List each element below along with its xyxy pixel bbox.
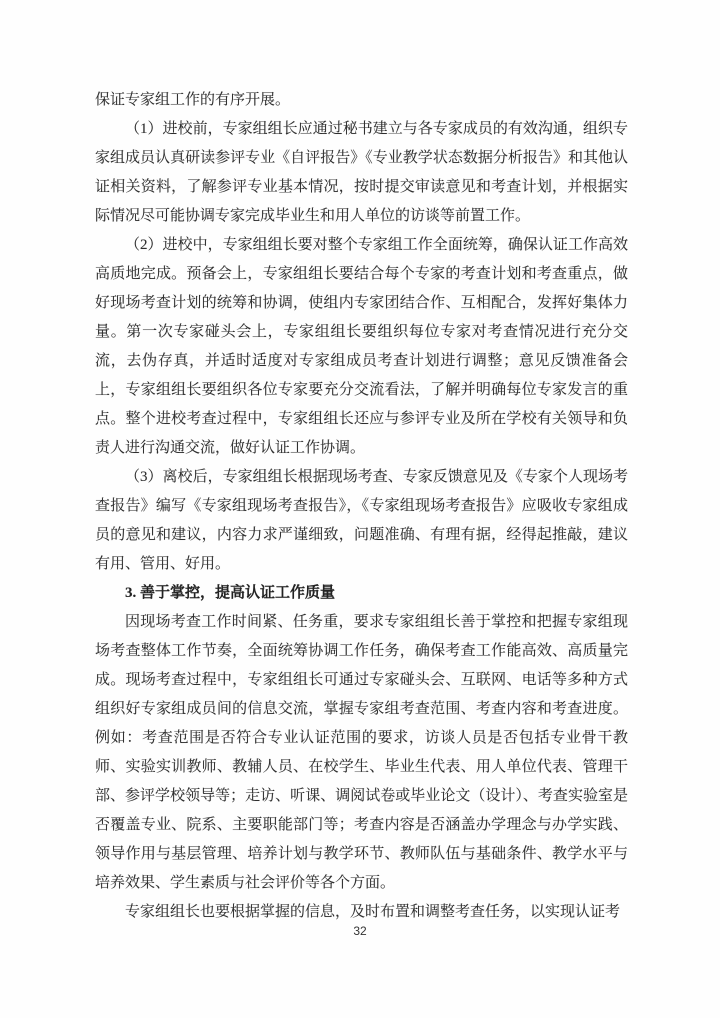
paragraph-last-truncated: 专家组组长也要根据掌握的信息，及时布置和调整考查任务，以实现认证考 <box>125 904 621 920</box>
paragraph-item-2-during-visit: （2）进校中，专家组组长要对整个专家组工作全面统筹，确保认证工作高效高质地完成。预备会上，专家组组长要结合每个专家的考查计划和考查重点，做好现场考查计划的统筹和协调，使组内专家团结合作、互相配合，发挥好集体力量。第一次专家碰头会上，专家组组长要组织每位专家对考查情况进行充分交流，去伪存真，并适时适度对专家组成员考查计划进行调整；意见反馈准备会上，专家组组长要组织各位专家要充分交流看法，了解并明确每位专家发言的重点。整个进校考查过程中，专家组组长还应与参评专业及所在学校有关领导和负责人进行沟通交流，做好认证工作协调。 <box>95 237 628 456</box>
page-number: 32 <box>353 924 367 938</box>
section-heading: 3. 善于掌控，提高认证工作质量 <box>125 585 336 601</box>
paragraph-section-body: 因现场考查工作时间紧、任务重，要求专家组组长善于掌控和把握专家组现场考查整体工作节奏，全面统筹协调工作任务，确保考查工作能高效、高质量完成。现场考查过程中，专家组组长可通过专家碰头会、互联网、电话等多种方式组织好专家组成员间的信息交流，掌握专家组考查范围、考查内容和考查进度。例如：考查范围是否符合专业认证范围的要求，访谈人员是否包括专业骨干教师、实验实训教师、教辅人员、在校学生、毕业生代表、用人单位代表、管理干部、参评学校领导等；走访、听课、调阅试卷或毕业论文（设计）、考查实验室是否覆盖专业、院系、主要职能部门等；考查内容是否涵盖办学理念与办学实践、领导作用与基层管理、培养计划与教学环节、教师队伍与基础条件、教学水平与培养效果、学生素质与社会评价等各个方面。 <box>95 614 628 891</box>
paragraph-item-1-before-visit: （1）进校前，专家组组长应通过秘书建立与各专家成员的有效沟通，组织专家组成员认真研读参评专业《自评报告》《专业教学状态数据分析报告》和其他认证相关资料，了解参评专业基本情况，按时提交审读意见和考查计划，并根据实际情况尽可能协调专家完成毕业生和用人单位的访谈等前置工作。 <box>95 121 628 224</box>
paragraph-item-3-after-visit: （3）离校后，专家组组长根据现场考查、专家反馈意见及《专家个人现场考查报告》编写《专家组现场考查报告》，《专家组现场考查报告》应吸收专家组成员的意见和建议，内容力求严谨细致，问题准确、有理有据，经得起推敲，建议有用、管用、好用。 <box>95 469 628 572</box>
page-text-block <box>95 86 628 927</box>
paragraph-continuation: 保证专家组工作的有序开展。 <box>95 92 291 108</box>
